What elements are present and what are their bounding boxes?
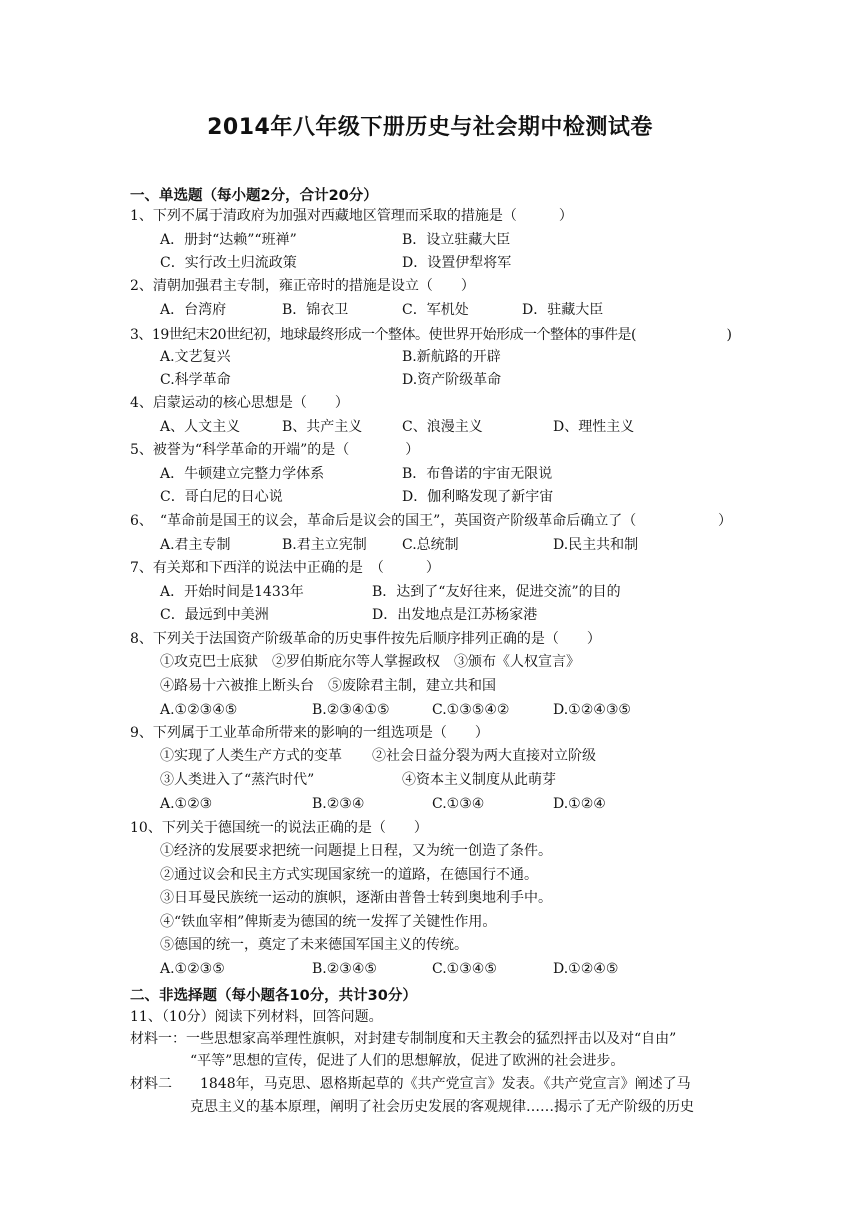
section-2-heading: 二、非选择题（每小题各10分，共计30分）	[130, 988, 417, 1004]
page-title: 2014年八年级下册历史与社会期中检测试卷	[207, 115, 653, 140]
q4-option-d: D、理性主义	[553, 419, 635, 435]
question-11-stem: 11、（10分）阅读下列材料，回答问题。	[130, 1009, 383, 1025]
q9-option-b: B.②③④	[312, 796, 365, 812]
q1-option-d: D．设置伊犁将军	[402, 255, 512, 271]
q10-statement-5: ⑤德国的统一，奠定了未来德国军国主义的传统。	[160, 937, 468, 953]
q10-statement-4: ④“铁血宰相”俾斯麦为德国的统一发挥了关键性作用。	[160, 914, 497, 930]
question-5-stem: 5、被誉为“科学革命的开端”的是（ ）	[130, 442, 420, 458]
question-6-stem: 6、 “革命前是国王的议会，革命后是议会的国王”，英国资产阶级革命后确立了（	[130, 513, 637, 529]
q1-option-c: C．实行改土归流政策	[160, 255, 297, 271]
q1-option-b: B．设立驻藏大臣	[402, 232, 511, 248]
q7-option-a: A．开始时间是1433年	[160, 584, 304, 600]
q10-statement-3: ③日耳曼民族统一运动的旗帜，逐渐由普鲁士转到奥地利手中。	[160, 890, 552, 906]
q3-answer-bracket: )	[726, 327, 732, 343]
q9-statement-2: ②社会日益分裂为两大直接对立阶级	[372, 748, 596, 764]
q10-option-c: C.①③④⑤	[432, 961, 497, 977]
q3-option-a: A.文艺复兴	[160, 349, 231, 365]
q3-option-b: B.新航路的开辟	[402, 349, 501, 365]
q1-option-a: A．册封“达赖”“班禅”	[160, 232, 297, 248]
q6-option-d: D.民主共和制	[553, 537, 639, 553]
q5-option-d: D．伽利略发现了新宇宙	[402, 489, 554, 505]
q7-option-d: D．出发地点是江苏杨家港	[372, 607, 538, 623]
q10-statement-1: ①经济的发展要求把统一问题提上日程，又为统一创造了条件。	[160, 843, 552, 859]
q8-statements-line-1: ①攻克巴士底狱 ②罗伯斯庇尔等人掌握政权 ③颁布《人权宣言》	[160, 654, 580, 670]
question-10-stem: 10、下列关于德国统一的说法正确的是（ ）	[130, 820, 428, 836]
q8-statements-line-2: ④路易十六被推上断头台 ⑤废除君主制，建立共和国	[160, 678, 496, 694]
q2-option-c: C．军机处	[402, 302, 469, 318]
q9-statement-1: ①实现了人类生产方式的变革	[160, 748, 342, 764]
q4-option-b: B、共产主义	[282, 419, 363, 435]
question-8-stem: 8、下列关于法国资产阶级革命的历史事件按先后顺序排列正确的是（ ）	[130, 631, 601, 647]
q5-option-b: B．布鲁诺的宇宙无限说	[402, 466, 553, 482]
question-2-stem: 2、清朝加强君主专制，雍正帝时的措施是设立（ ）	[130, 278, 475, 294]
question-9-stem: 9、下列属于工业革命所带来的影响的一组选项是（ ）	[130, 725, 489, 741]
q3-option-d: D.资产阶级革命	[402, 372, 502, 388]
material-1-line-1: 材料一：一些思想家高举理性旗帜，对封建专制制度和天主教会的猛烈抨击以及对“自由”	[130, 1031, 677, 1047]
q9-statement-4: ④资本主义制度从此萌芽	[402, 772, 556, 788]
q5-option-c: C．哥白尼的日心说	[160, 489, 283, 505]
q6-option-a: A.君主专制	[160, 537, 231, 553]
q9-option-a: A.①②③	[160, 796, 213, 812]
q6-answer-bracket: ）	[718, 513, 732, 529]
q9-statement-3: ③人类进入了“蒸汽时代”	[160, 772, 315, 788]
material-2-line-2: 克思主义的基本原理，阐明了社会历史发展的客观规律……揭示了无产阶级的历史	[190, 1099, 694, 1115]
q2-option-d: D．驻藏大臣	[522, 302, 604, 318]
q6-option-b: B.君主立宪制	[282, 537, 367, 553]
q10-option-d: D.①②④⑤	[553, 961, 619, 977]
q10-option-a: A.①②③⑤	[160, 961, 225, 977]
q3-option-c: C.科学革命	[160, 372, 231, 388]
question-7-stem: 7、有关郑和下西洋的说法中正确的是 （ ）	[130, 560, 440, 576]
q8-option-a: A.①②③④⑤	[160, 702, 238, 718]
question-1-stem: 1、下列不属于清政府为加强对西藏地区管理而采取的措施是（ ）	[130, 208, 573, 224]
q5-option-a: A．牛顿建立完整力学体系	[160, 466, 325, 482]
q7-option-b: B．达到了“友好往来，促进交流”的目的	[372, 584, 621, 600]
q7-option-c: C．最远到中美洲	[160, 607, 269, 623]
q8-option-d: D.①②④③⑤	[553, 702, 631, 718]
q9-option-d: D.①②④	[553, 796, 606, 812]
q9-option-c: C.①③④	[432, 796, 485, 812]
q10-statement-2: ②通过议会和民主方式实现国家统一的道路，在德国行不通。	[160, 867, 538, 883]
q6-option-c: C.总统制	[402, 537, 459, 553]
material-2-line-1: 材料二 1848年，马克思、恩格斯起草的《共产党宣言》发表。《共产党宣言》阐述了马	[130, 1076, 691, 1092]
q8-option-c: C.①③⑤④②	[432, 702, 510, 718]
question-4-stem: 4、启蒙运动的核心思想是（ ）	[130, 395, 349, 411]
material-1-line-2: “平等”思想的宣传，促进了人们的思想解放，促进了欧洲的社会进步。	[190, 1053, 625, 1069]
q2-option-a: A．台湾府	[160, 302, 227, 318]
q10-option-b: B.②③④⑤	[312, 961, 377, 977]
question-3-stem: 3、19世纪末20世纪初，地球最终形成一个整体。使世界开始形成一个整体的事件是(	[130, 327, 636, 343]
q8-option-b: B.②③④①⑤	[312, 702, 390, 718]
section-1-heading: 一、单选题（每小题2分，合计20分）	[130, 188, 378, 204]
q4-option-c: C、浪漫主义	[402, 419, 483, 435]
q2-option-b: B．锦衣卫	[282, 302, 349, 318]
q4-option-a: A、人文主义	[160, 419, 241, 435]
